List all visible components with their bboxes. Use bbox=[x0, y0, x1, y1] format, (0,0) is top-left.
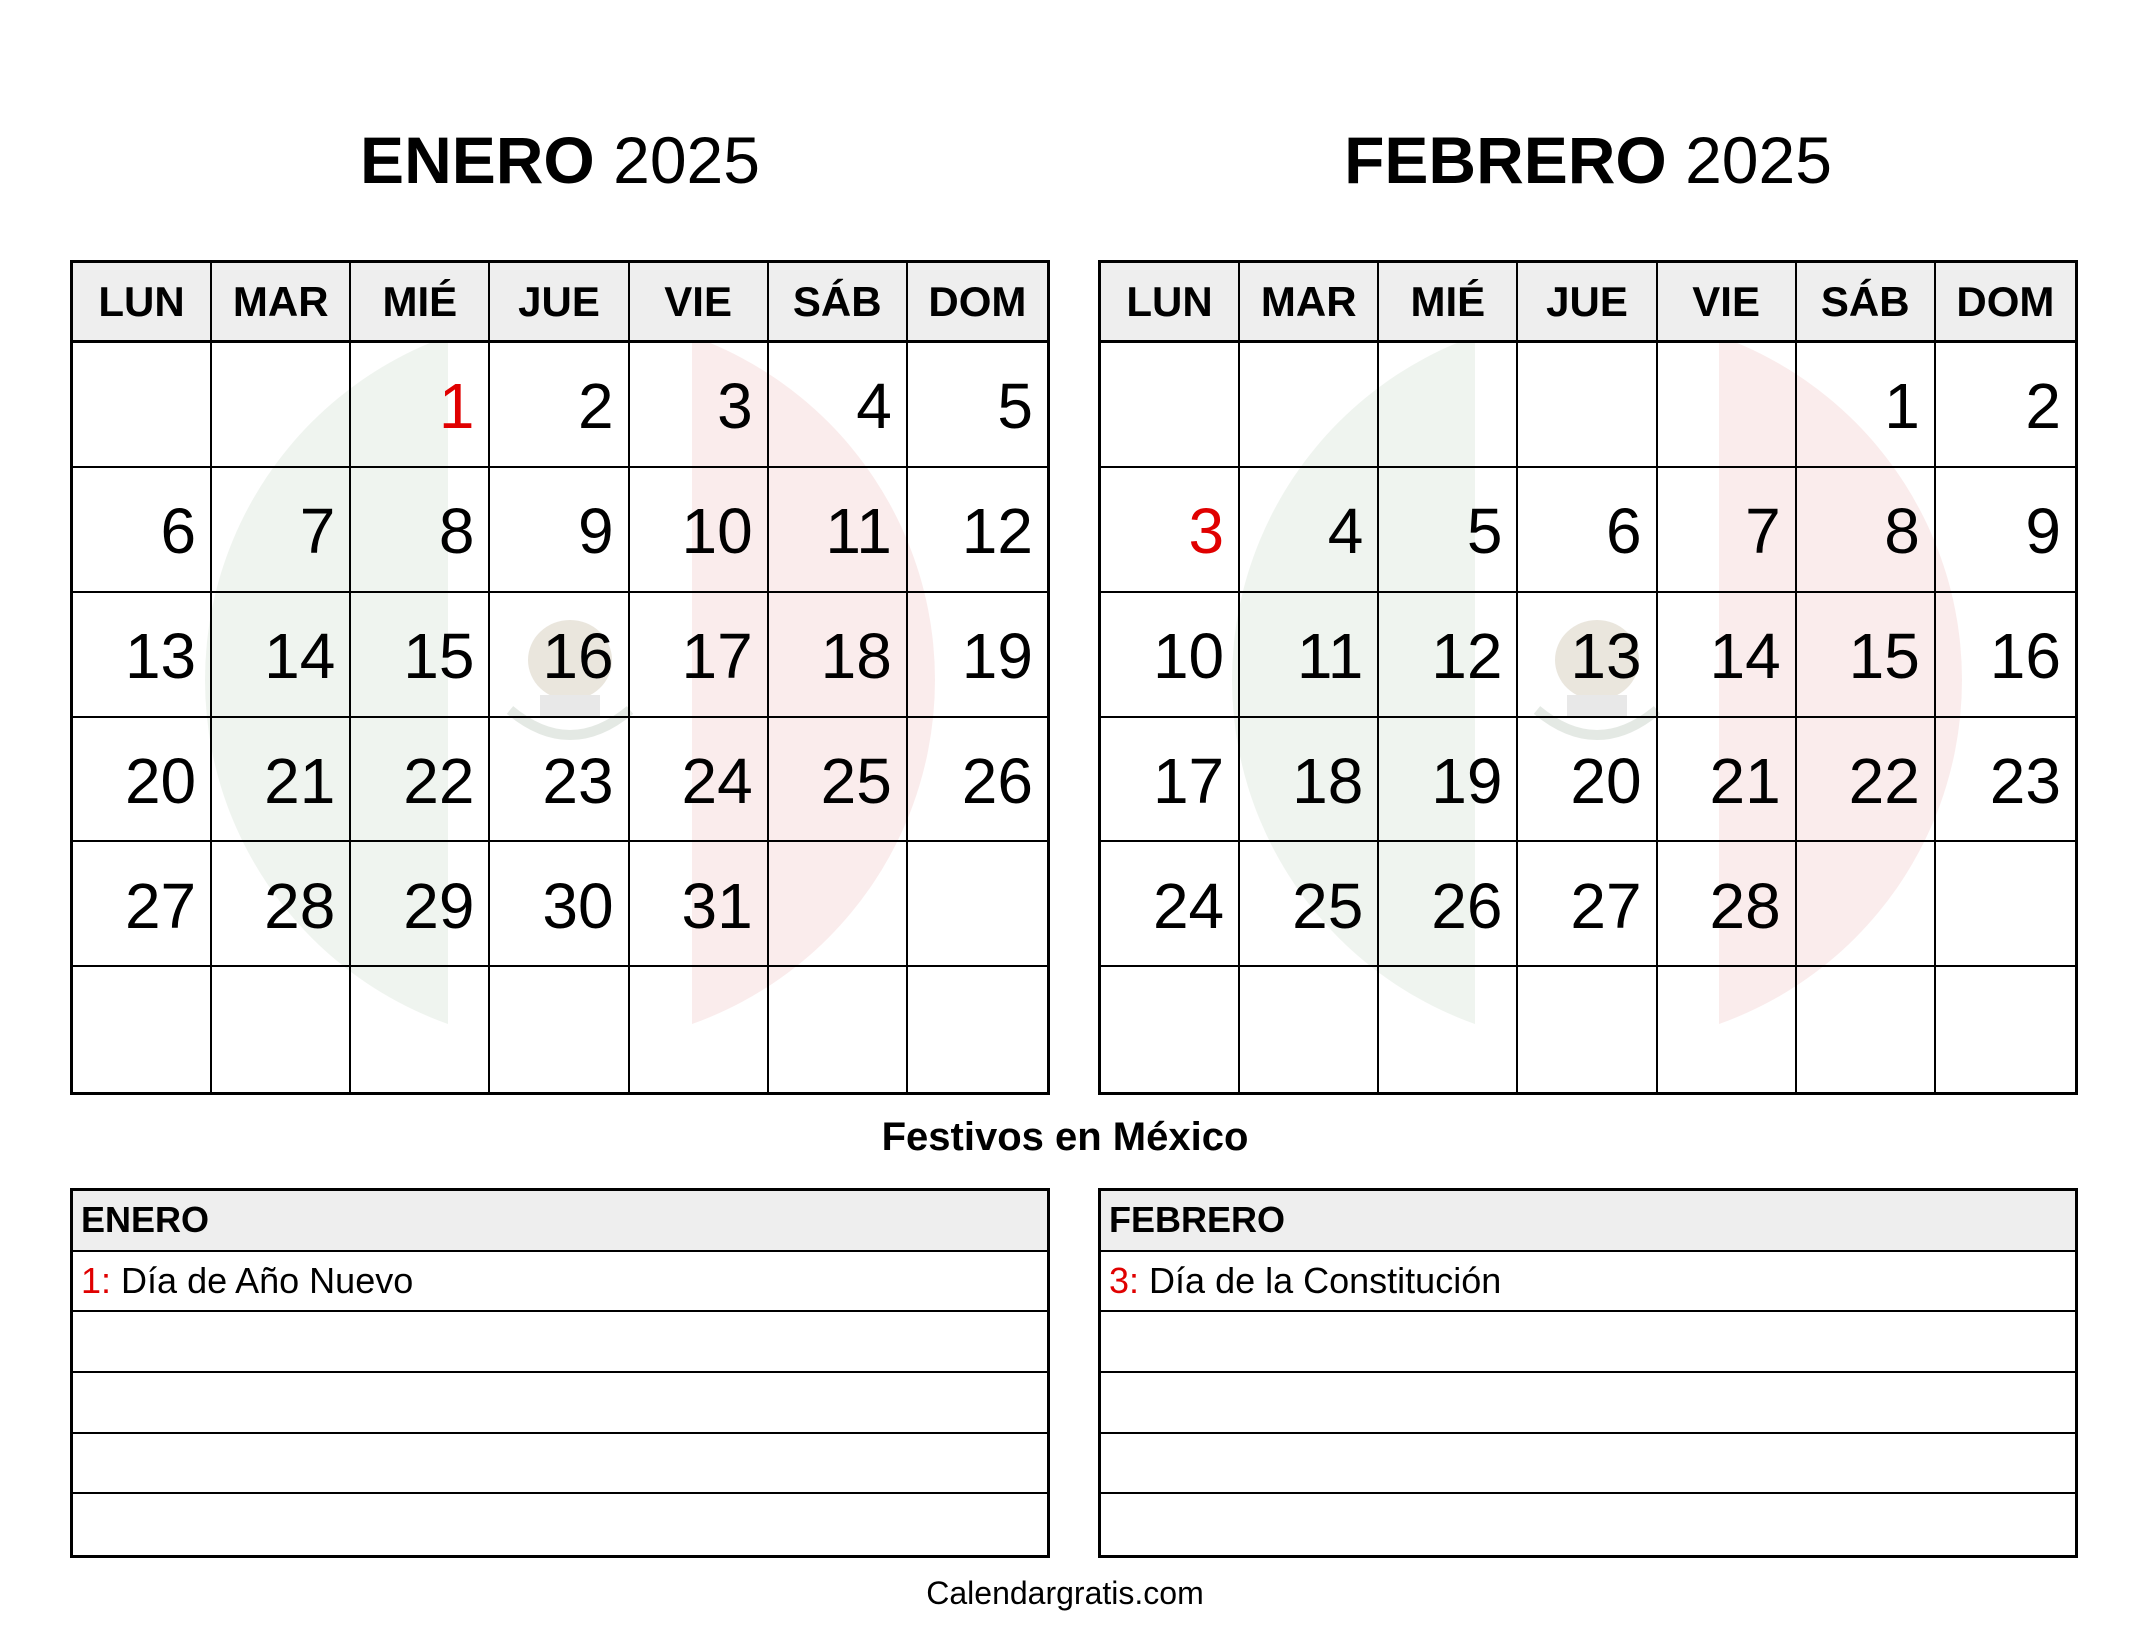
day-cell: 5 bbox=[908, 343, 1047, 468]
day-cell bbox=[1379, 343, 1518, 468]
day-cell: 14 bbox=[1658, 593, 1797, 718]
day-cell: 17 bbox=[630, 593, 769, 718]
day-cell: 31 bbox=[630, 842, 769, 967]
day-cell: 8 bbox=[351, 468, 490, 593]
day-cell: 23 bbox=[1936, 718, 2075, 843]
day-cell: 26 bbox=[1379, 842, 1518, 967]
day-cell: 1 bbox=[351, 343, 490, 468]
day-cell: 25 bbox=[1240, 842, 1379, 967]
day-cell bbox=[1101, 967, 1240, 1092]
footer-site: Calendargratis.com bbox=[926, 1575, 1204, 1611]
weekday-header: SÁB bbox=[1797, 263, 1936, 343]
day-cell bbox=[1658, 967, 1797, 1092]
holiday-line bbox=[1101, 1373, 2075, 1434]
month-name: FEBRERO bbox=[1344, 123, 1667, 197]
weekday-header: VIE bbox=[1658, 263, 1797, 343]
day-cell bbox=[630, 967, 769, 1092]
day-cell: 30 bbox=[490, 842, 629, 967]
holiday-line bbox=[1101, 1312, 2075, 1373]
day-cell: 10 bbox=[1101, 593, 1240, 718]
weekday-header: DOM bbox=[908, 263, 1047, 343]
day-cell: 8 bbox=[1797, 468, 1936, 593]
holiday-day-number: 3: bbox=[1109, 1259, 1140, 1301]
day-cell: 9 bbox=[490, 468, 629, 593]
holiday-line bbox=[1101, 1252, 2075, 1313]
day-cell bbox=[1101, 343, 1240, 468]
day-cell bbox=[769, 842, 908, 967]
day-cell bbox=[1797, 967, 1936, 1092]
weekday-header: MIÉ bbox=[1379, 263, 1518, 343]
weekday-header: LUN bbox=[1101, 263, 1240, 343]
day-cell bbox=[908, 967, 1047, 1092]
day-cell: 10 bbox=[630, 468, 769, 593]
day-cell: 22 bbox=[351, 718, 490, 843]
day-cell: 19 bbox=[908, 593, 1047, 718]
holiday-name: Día de Año Nuevo bbox=[121, 1259, 414, 1301]
day-cell: 28 bbox=[1658, 842, 1797, 967]
holidays-list-enero bbox=[70, 1188, 1050, 1558]
weekday-header: MAR bbox=[1240, 263, 1379, 343]
day-cell: 18 bbox=[769, 593, 908, 718]
day-cell: 9 bbox=[1936, 468, 2075, 593]
holiday-line bbox=[73, 1494, 1047, 1555]
day-cell: 28 bbox=[212, 842, 351, 967]
day-cell: 1 bbox=[1797, 343, 1936, 468]
day-cell bbox=[212, 967, 351, 1092]
weekday-header: SÁB bbox=[769, 263, 908, 343]
day-cell: 4 bbox=[769, 343, 908, 468]
day-cell: 15 bbox=[351, 593, 490, 718]
day-cell: 21 bbox=[212, 718, 351, 843]
holidays-month-header: FEBRERO bbox=[1101, 1191, 2075, 1252]
day-cell bbox=[1379, 967, 1518, 1092]
day-cell: 24 bbox=[1101, 842, 1240, 967]
day-cell: 24 bbox=[630, 718, 769, 843]
day-cell: 13 bbox=[73, 593, 212, 718]
holiday-line bbox=[73, 1373, 1047, 1434]
holiday-line bbox=[73, 1312, 1047, 1373]
day-cell bbox=[908, 842, 1047, 967]
day-cell: 17 bbox=[1101, 718, 1240, 843]
day-cell bbox=[212, 343, 351, 468]
day-cell: 18 bbox=[1240, 718, 1379, 843]
weekday-header: LUN bbox=[73, 263, 212, 343]
weekday-header: VIE bbox=[630, 263, 769, 343]
holidays-title: Festivos en México bbox=[881, 1115, 1249, 1159]
day-cell: 3 bbox=[630, 343, 769, 468]
weekday-header: MAR bbox=[212, 263, 351, 343]
day-cell: 13 bbox=[1518, 593, 1657, 718]
day-cell: 6 bbox=[73, 468, 212, 593]
day-cell: 11 bbox=[769, 468, 908, 593]
month-title-enero bbox=[70, 118, 1050, 202]
day-cell bbox=[1240, 967, 1379, 1092]
calendar-grid-enero bbox=[70, 260, 1050, 1095]
day-cell bbox=[351, 967, 490, 1092]
day-cell: 29 bbox=[351, 842, 490, 967]
day-cell: 14 bbox=[212, 593, 351, 718]
month-name: ENERO bbox=[360, 123, 595, 197]
holiday-line bbox=[1101, 1494, 2075, 1555]
day-cell: 19 bbox=[1379, 718, 1518, 843]
day-cell: 16 bbox=[490, 593, 629, 718]
holiday-name: Día de la Constitución bbox=[1149, 1259, 1502, 1301]
day-cell bbox=[1518, 967, 1657, 1092]
day-cell: 2 bbox=[490, 343, 629, 468]
weekday-header: MIÉ bbox=[351, 263, 490, 343]
day-cell: 15 bbox=[1797, 593, 1936, 718]
day-cell: 26 bbox=[908, 718, 1047, 843]
day-cell bbox=[1936, 842, 2075, 967]
day-cell: 22 bbox=[1797, 718, 1936, 843]
holiday-line bbox=[73, 1252, 1047, 1313]
day-cell bbox=[769, 967, 908, 1092]
weekday-header: JUE bbox=[1518, 263, 1657, 343]
month-year: 2025 bbox=[613, 123, 760, 197]
weekday-header: JUE bbox=[490, 263, 629, 343]
holiday-line bbox=[73, 1434, 1047, 1495]
month-title-febrero bbox=[1098, 118, 2078, 202]
day-cell: 25 bbox=[769, 718, 908, 843]
day-cell: 3 bbox=[1101, 468, 1240, 593]
month-year: 2025 bbox=[1685, 123, 1832, 197]
holidays-list-febrero bbox=[1098, 1188, 2078, 1558]
day-cell: 27 bbox=[1518, 842, 1657, 967]
day-cell bbox=[73, 967, 212, 1092]
day-cell: 20 bbox=[73, 718, 212, 843]
day-cell: 2 bbox=[1936, 343, 2075, 468]
day-cell: 7 bbox=[212, 468, 351, 593]
day-cell: 6 bbox=[1518, 468, 1657, 593]
holidays-month-header: ENERO bbox=[73, 1191, 1047, 1252]
day-cell: 16 bbox=[1936, 593, 2075, 718]
day-cell bbox=[1797, 842, 1936, 967]
calendar-grid-febrero bbox=[1098, 260, 2078, 1095]
holiday-line bbox=[1101, 1434, 2075, 1495]
day-cell: 5 bbox=[1379, 468, 1518, 593]
day-cell bbox=[1518, 343, 1657, 468]
day-cell bbox=[1240, 343, 1379, 468]
day-cell: 4 bbox=[1240, 468, 1379, 593]
day-cell bbox=[73, 343, 212, 468]
weekday-header: DOM bbox=[1936, 263, 2075, 343]
day-cell: 21 bbox=[1658, 718, 1797, 843]
day-cell bbox=[1936, 967, 2075, 1092]
day-cell bbox=[1658, 343, 1797, 468]
day-cell: 12 bbox=[1379, 593, 1518, 718]
day-cell: 27 bbox=[73, 842, 212, 967]
day-cell: 23 bbox=[490, 718, 629, 843]
day-cell: 20 bbox=[1518, 718, 1657, 843]
day-cell bbox=[490, 967, 629, 1092]
day-cell: 12 bbox=[908, 468, 1047, 593]
day-cell: 7 bbox=[1658, 468, 1797, 593]
holiday-day-number: 1: bbox=[81, 1259, 112, 1301]
day-cell: 11 bbox=[1240, 593, 1379, 718]
